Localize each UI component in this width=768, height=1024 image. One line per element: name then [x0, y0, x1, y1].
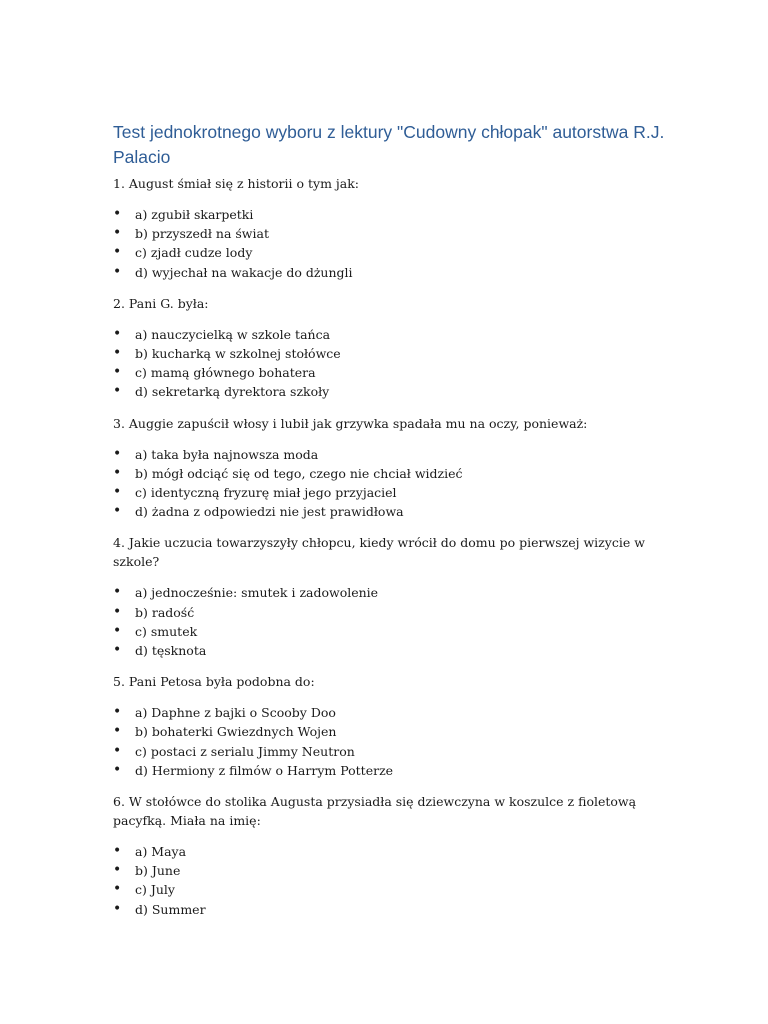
bullet-icon: •	[113, 603, 122, 620]
bullet-icon: •	[113, 225, 122, 242]
answer-item	[113, 382, 673, 401]
answer-text: a) taka była najnowsza moda	[135, 446, 319, 462]
answer-item	[113, 722, 673, 741]
answer-item	[113, 205, 673, 224]
question-text: 2. Pani G. była:	[113, 295, 209, 311]
answer-list	[113, 325, 673, 402]
bullet-icon: •	[113, 244, 122, 261]
answer-text: d) sekretarką dyrektora szkoły	[135, 384, 330, 400]
answer-list	[113, 445, 673, 522]
answer-list	[113, 205, 673, 282]
bullet-icon: •	[113, 345, 122, 362]
answer-text: a) zgubił skarpetki	[135, 207, 254, 222]
question-text: 6. W stołówce do stolika Augusta przysiadła się dziewczyna w koszulce z fioletową pacyfką. Miała na imię:	[113, 794, 637, 829]
answer-item	[113, 641, 673, 660]
question-text: 5. Pani Petosa była podobna do:	[113, 674, 315, 690]
bullet-icon: •	[113, 464, 122, 481]
bullet-icon: •	[113, 364, 122, 381]
answer-item	[113, 703, 673, 722]
answer-text: c) postaci z serialu Jimmy Neutron	[135, 743, 355, 759]
bullet-icon: •	[113, 900, 122, 917]
answer-text: b) mógł odciąć się od tego, czego nie chciał widzieć	[135, 465, 463, 481]
answer-item	[113, 224, 673, 243]
answer-text: a) jednocześnie: smutek i zadowolenie	[135, 585, 379, 601]
answer-text: d) żadna z odpowiedzi nie jest prawidłowa	[135, 504, 404, 520]
answer-item	[113, 880, 673, 899]
bullet-icon: •	[113, 383, 122, 400]
answer-text: b) radość	[135, 604, 195, 620]
answer-item	[113, 483, 673, 502]
answer-text: a) Daphne z bajki o Scooby Doo	[135, 705, 336, 721]
answer-item	[113, 445, 673, 464]
answer-text: c) smutek	[135, 623, 198, 639]
bullet-icon: •	[113, 843, 122, 860]
bullet-icon: •	[113, 881, 122, 898]
answer-item	[113, 325, 673, 344]
answer-text: c) mamą głównego bohatera	[135, 365, 316, 381]
bullet-icon: •	[113, 642, 122, 659]
bullet-icon: •	[113, 761, 122, 778]
answer-item	[113, 263, 673, 282]
question-block	[113, 294, 673, 402]
answer-item	[113, 243, 673, 262]
question-block	[113, 414, 673, 522]
answer-text: c) zjadł cudze lody	[135, 245, 253, 261]
bullet-icon: •	[113, 503, 122, 520]
bullet-icon: •	[113, 263, 122, 280]
answer-text: a) Maya	[135, 844, 187, 860]
answer-item	[113, 861, 673, 880]
bullet-icon: •	[113, 723, 122, 740]
answer-text: d) Hermiony z filmów o Harrym Potterze	[135, 762, 394, 778]
question-block	[113, 672, 673, 780]
answer-item	[113, 464, 673, 483]
answer-list	[113, 583, 673, 660]
answer-text: d) tęsknota	[135, 643, 207, 659]
question-block	[113, 792, 673, 919]
answer-item	[113, 742, 673, 761]
answer-item	[113, 900, 673, 919]
document-title: Test jednokrotnego wyboru z lektury "Cudowny chłopak" autorstwa R.J. Palacio	[113, 122, 665, 167]
answer-text: a) nauczycielką w szkole tańca	[135, 326, 331, 342]
question-text: 3. Auggie zapuścił włosy i lubił jak grzywka spadała mu na oczy, ponieważ:	[113, 415, 588, 431]
bullet-icon: •	[113, 742, 122, 759]
bullet-icon: •	[113, 206, 122, 222]
answer-list	[113, 842, 673, 919]
answer-item	[113, 603, 673, 622]
answer-item	[113, 583, 673, 602]
bullet-icon: •	[113, 704, 122, 721]
question-text: 1. August śmiał się z historii o tym jak:	[113, 176, 360, 191]
answer-item	[113, 622, 673, 641]
answer-list	[113, 703, 673, 780]
answer-text: b) przyszedł na świat	[135, 226, 269, 242]
answer-text: d) wyjechał na wakacje do dżungli	[135, 264, 353, 280]
answer-text: b) June	[135, 863, 181, 879]
answer-text: b) bohaterki Gwiezdnych Wojen	[135, 724, 337, 740]
bullet-icon: •	[113, 622, 122, 639]
answer-item	[113, 502, 673, 521]
answer-text: d) Summer	[135, 901, 206, 917]
answer-item	[113, 363, 673, 382]
question-text: 4. Jakie uczucia towarzyszyły chłopcu, kiedy wrócił do domu po pierwszej wizycie w szkole?	[113, 535, 645, 570]
document-page	[113, 120, 673, 931]
question-block	[113, 533, 673, 660]
answer-text: c) July	[135, 882, 175, 898]
bullet-icon: •	[113, 862, 122, 879]
answer-text: c) identyczną fryzurę miał jego przyjaciel	[135, 485, 397, 501]
answer-text: b) kucharką w szkolnej stołówce	[135, 346, 341, 362]
question-block	[113, 174, 673, 282]
answer-item	[113, 761, 673, 780]
bullet-icon: •	[113, 484, 122, 501]
answer-item	[113, 842, 673, 861]
bullet-icon: •	[113, 325, 122, 342]
answer-item	[113, 344, 673, 363]
bullet-icon: •	[113, 445, 122, 462]
bullet-icon: •	[113, 584, 122, 601]
